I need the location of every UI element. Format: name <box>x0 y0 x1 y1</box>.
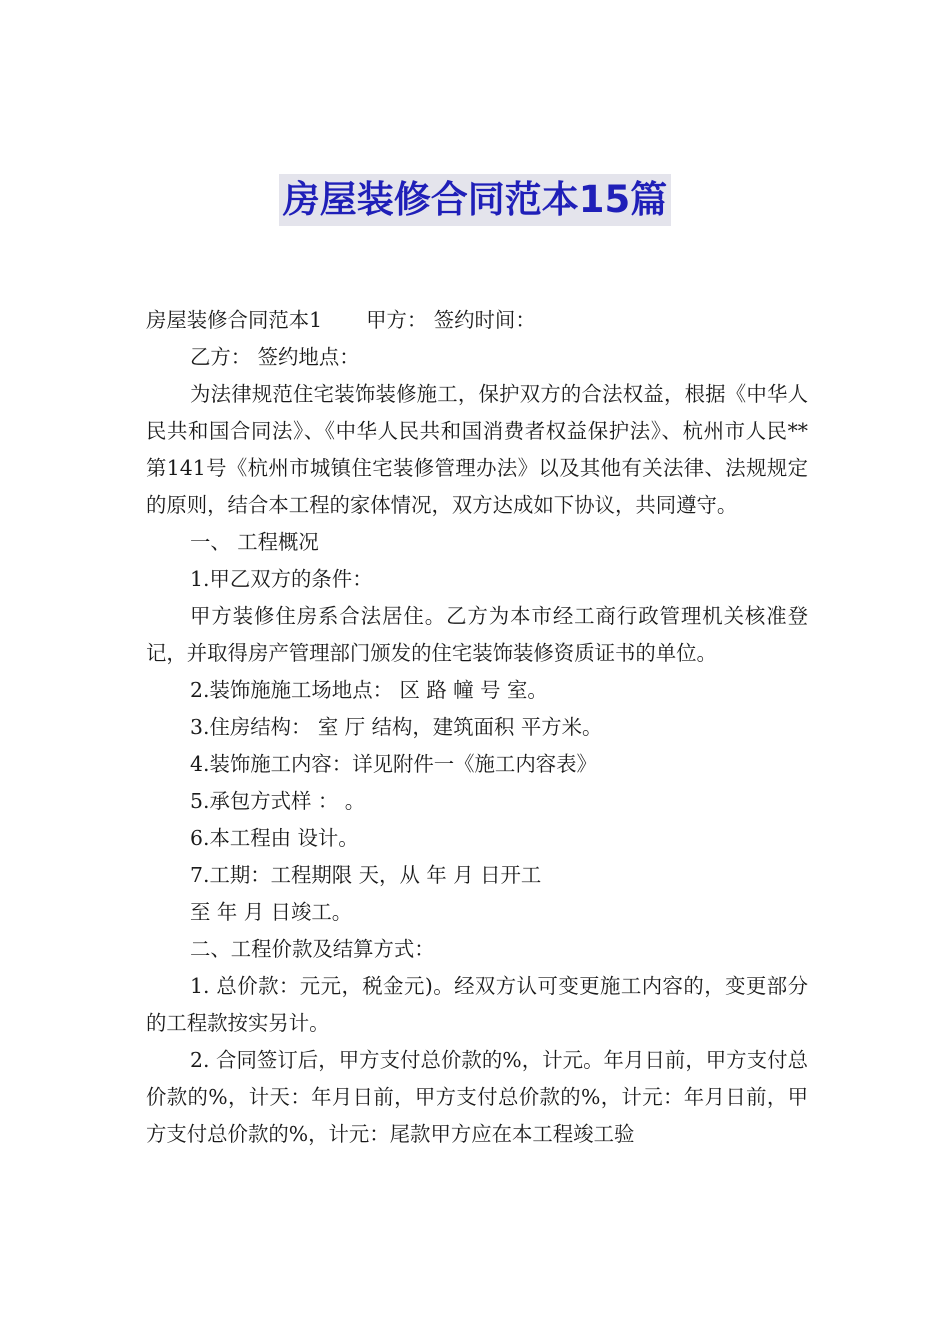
clause-1-5: 5.承包方式样 ： 。 <box>190 789 366 813</box>
clause-1-2: 2.装饰施施工场地点： 区 路 幢 号 室。 <box>190 678 548 702</box>
clause-1-1: 1.甲乙双方的条件： <box>190 567 373 591</box>
clause-1-1-body: 甲方装修住房系合法居住。乙方为本市经工商行政管理机关核准登记，并取得房产管理部门颁发的住宅装饰装修资质证书的单位。 <box>146 604 808 665</box>
header-line <box>146 302 808 339</box>
clause-1-7: 7.工期：工程期限 天，从 年 月 日开工 <box>190 863 542 887</box>
document-body <box>146 302 808 1153</box>
document-title: 房屋装修合同范本15篇 <box>279 174 672 226</box>
section-heading-1: 一、 工程概况 <box>190 530 319 554</box>
title-container <box>0 174 950 226</box>
clause-1-3: 3.住房结构： 室 厅 结构，建筑面积 平方米。 <box>190 715 603 739</box>
contract-name: 房屋装修合同范本1 <box>146 308 323 332</box>
party-b-line: 乙方： 签约地点： <box>190 345 360 369</box>
preamble-paragraph: 为法律规范住宅装饰装修施工，保护双方的合法权益，根据《中华人民共和国合同法》、《中华人民共和国消费者权益保护法》、杭州市人民**第141号《杭州市城镇住宅装修管理办法》以及其他有关法律、法规规定的原则，结合本工程的家体情况，双方达成如下协议，共同遵守。 <box>146 382 808 517</box>
clause-1-7-cont: 至 年 月 日竣工。 <box>190 900 353 924</box>
clause-2-1: 1. 总价款：元元，税金元)。经双方认可变更施工内容的，变更部分的工程款按实另计。 <box>146 974 808 1035</box>
clause-1-4: 4.装饰施工内容：详见附件一《施工内容表》 <box>190 752 597 776</box>
clause-1-6: 6.本工程由 设计。 <box>190 826 359 850</box>
party-a-line: 甲方： 签约时间： <box>366 308 536 332</box>
section-heading-2: 二、工程价款及结算方式： <box>190 937 435 961</box>
clause-2-2: 2. 合同签订后，甲方支付总价款的%，计元。年月日前，甲方支付总价款的%，计天：年月日前，甲方支付总价款的%，计元：年月日前，甲方支付总价款的%，计元：尾款甲方应在本工程竣工验 <box>146 1048 808 1146</box>
